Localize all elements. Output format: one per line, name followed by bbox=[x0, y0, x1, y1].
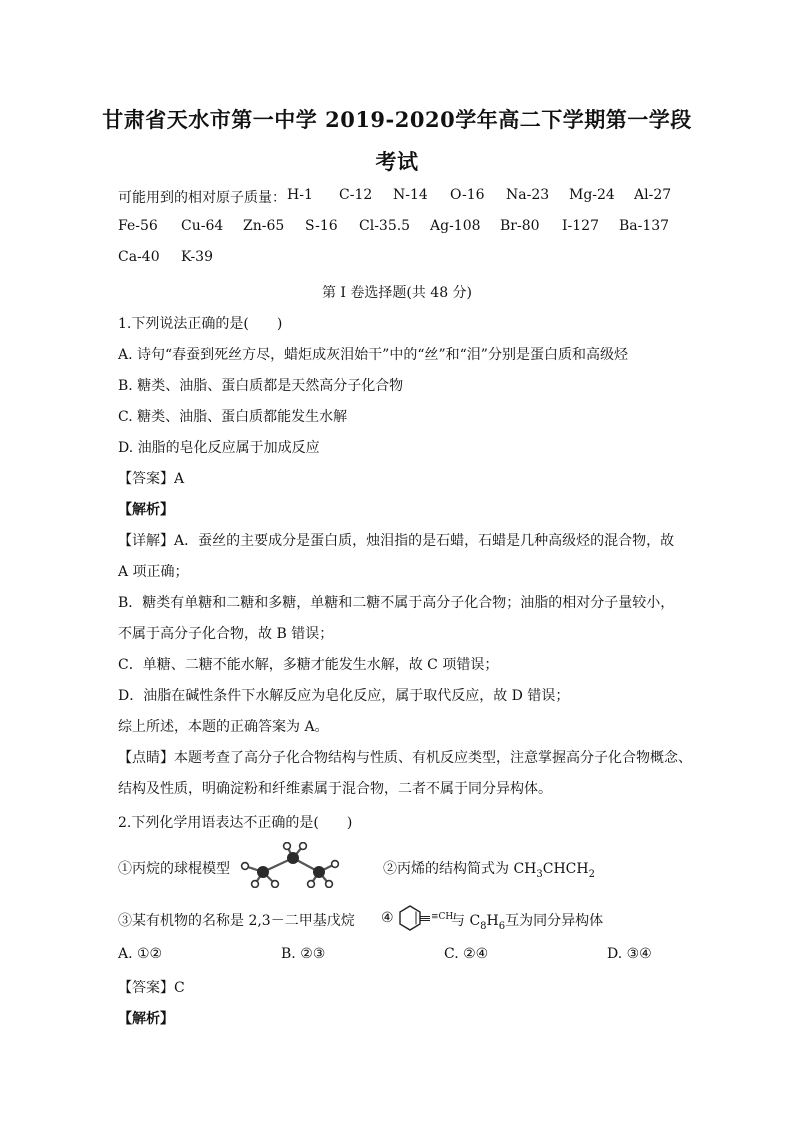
q1-option-b: B. 糖类、油脂、蛋白质都是天然高分子化合物 bbox=[118, 378, 404, 394]
q1-option-d: D. 油脂的皂化反应属于加成反应 bbox=[118, 440, 320, 456]
q2-item-2 bbox=[383, 858, 595, 880]
q2-item-4-h: H bbox=[486, 913, 499, 929]
q2-item-2-mid: CHCH bbox=[542, 861, 589, 877]
mass-ca: Ca-40 bbox=[118, 249, 160, 265]
title-line-2: 考试 bbox=[375, 149, 419, 174]
q1-detail-3: B．糖类有单糖和二糖和多糖，单糖和二糖不属于高分子化合物；油脂的相对分子量较小， bbox=[118, 595, 675, 611]
mass-zn: Zn-65 bbox=[243, 218, 285, 234]
q2-item-2-prefix: ②丙烯的结构简式为 CH bbox=[383, 861, 537, 877]
q1-comment-2: 结构及性质，明确淀粉和纤维素属于混合物，二者不属于同分异构体。 bbox=[118, 781, 552, 797]
mass-cl: Cl-35.5 bbox=[359, 218, 411, 234]
q1-detail-4: 不属于高分子化合物，故 B 错误； bbox=[118, 626, 334, 642]
mass-al: Al-27 bbox=[634, 187, 672, 203]
q1-stem: 1.下列说法正确的是( ) bbox=[118, 316, 283, 332]
mass-cu: Cu-64 bbox=[181, 218, 224, 234]
q2-option-c: C. ②④ bbox=[444, 946, 489, 962]
q2-item-3: ③某有机物的名称是 2,3－二甲基戊烷 bbox=[118, 913, 355, 929]
q2-item-4-triple: ≡CH bbox=[431, 912, 454, 922]
mass-i: I-127 bbox=[562, 218, 599, 234]
q2-analysis-label: 【解析】 bbox=[118, 1011, 174, 1027]
q2-option-b: B. ②③ bbox=[281, 946, 326, 962]
q2-item-2-sub-2: 2 bbox=[588, 868, 595, 880]
q2-stem: 2.下列化学用语表达不正确的是( ) bbox=[118, 815, 353, 831]
q1-detail-7: 综上所述，本题的正确答案为 A。 bbox=[118, 719, 329, 735]
q2-option-d: D. ③④ bbox=[607, 946, 652, 962]
title-line-1: 甘肃省天水市第一中学 2019-2020学年高二下学期第一学段 bbox=[102, 107, 692, 132]
section-title: 第 I 卷选择题(共 48 分) bbox=[321, 285, 473, 301]
atomic-masses-label: 可能用到的相对原子质量： bbox=[118, 190, 286, 206]
q2-item-4-sub-1: 8 bbox=[480, 920, 487, 932]
q2-item-4 bbox=[451, 910, 603, 932]
q1-option-c: C. 糖类、油脂、蛋白质都能发生水解 bbox=[118, 409, 348, 425]
q1-detail-2: A 项正确； bbox=[118, 564, 189, 580]
mass-s: S-16 bbox=[305, 218, 338, 234]
q2-item-2-sub-1: 3 bbox=[536, 868, 543, 880]
mass-fe: Fe-56 bbox=[118, 218, 158, 234]
mass-na: Na-23 bbox=[506, 187, 550, 203]
mass-n: N-14 bbox=[393, 187, 428, 203]
q2-option-a: A. ①② bbox=[118, 946, 163, 962]
q2-item-1: ①丙烷的球棍模型 bbox=[118, 861, 230, 877]
mass-o: O-16 bbox=[450, 187, 485, 203]
q2-item-4-sub-2: 6 bbox=[498, 920, 506, 932]
q1-analysis-label: 【解析】 bbox=[118, 502, 174, 518]
q1-detail-1: 【详解】A．蚕丝的主要成分是蛋白质，烛泪指的是石蜡，石蜡是几种高级烃的混合物，故 bbox=[118, 533, 675, 549]
propane-ball-stick-model-icon bbox=[237, 842, 345, 888]
q2-answer: 【答案】C bbox=[118, 980, 185, 996]
q1-comment-1: 【点睛】本题考查了高分子化合物结构与性质、有机反应类型，注意掌握高分子化合物概念、 bbox=[118, 750, 692, 766]
mass-mg: Mg-24 bbox=[569, 187, 615, 203]
q2-item-4-suffix: 互为同分异构体 bbox=[505, 913, 604, 929]
mass-c: C-12 bbox=[339, 187, 373, 203]
mass-ba: Ba-137 bbox=[619, 218, 670, 234]
mass-br: Br-80 bbox=[500, 218, 540, 234]
q1-detail-5: C．单糖、二糖不能水解，多糖才能发生水解，故 C 项错误； bbox=[118, 657, 499, 673]
q2-item-4-mid: 与 C bbox=[451, 913, 481, 929]
mass-k: K-39 bbox=[181, 249, 213, 265]
q1-option-a: A. 诗句“春蚕到死丝方尽，蜡炬成灰泪始干”中的“丝”和“泪”分别是蛋白质和高级烃 bbox=[118, 347, 628, 363]
q2-item-4-number: ④ bbox=[381, 910, 394, 926]
mass-h: H-1 bbox=[287, 187, 313, 203]
q1-answer: 【答案】A bbox=[118, 471, 185, 487]
q1-detail-6: D．油脂在碱性条件下水解反应为皂化反应，属于取代反应，故 D 错误； bbox=[118, 688, 570, 704]
mass-ag: Ag-108 bbox=[430, 218, 481, 234]
